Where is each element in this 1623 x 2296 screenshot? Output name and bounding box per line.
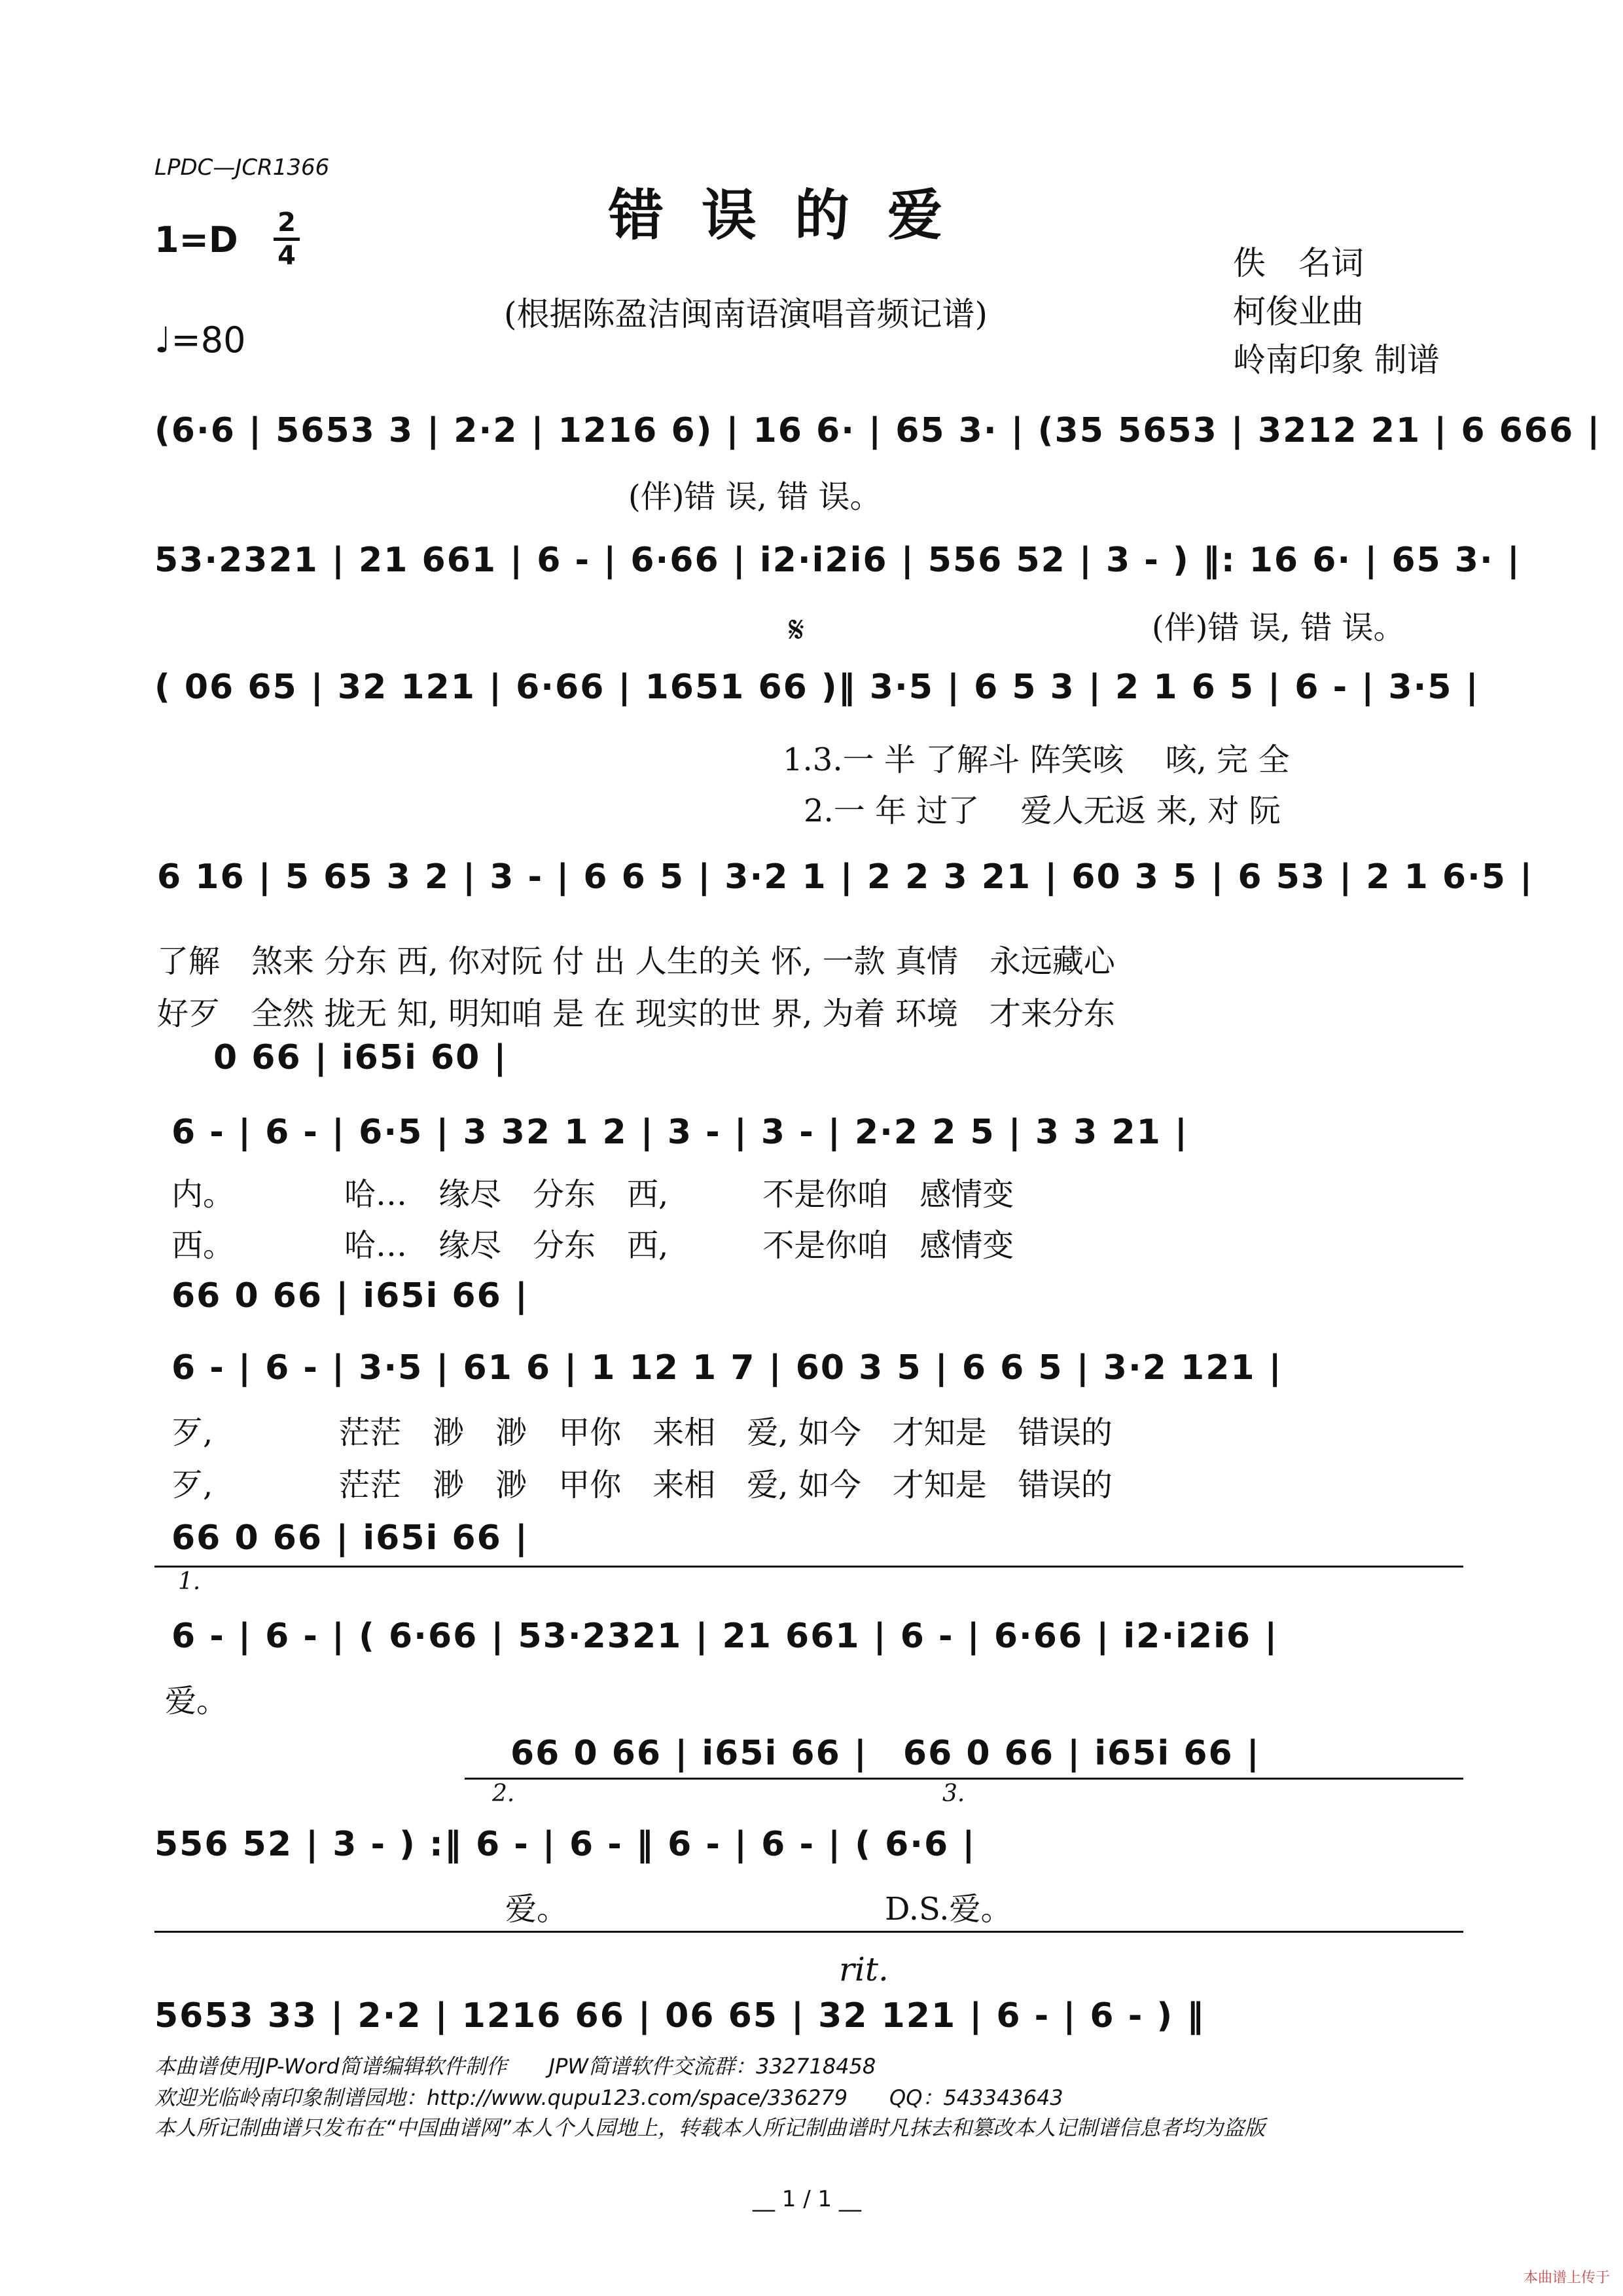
system-6-upper-notes: 66 0 66 | i65i 66 | (171, 1276, 529, 1316)
system-3-notes: ( 06 65 | 32 121 | 6·66 | 1651 66 )‖ 3·5 | 6 5 3 | 2 1 6 5 | 6 - | 3·5 | (154, 668, 1480, 707)
system-4-notes: 6 16 | 5 65 3 2 | 3 - | 6 6 5 | 3·2 1 | 2 2 3 21 | 60 3 5 | 6 53 | 2 1 6·5 | (157, 857, 1534, 897)
system-5-lyric-2: 西。 哈… 缘尽 分东 西, 不是你咱 感情变 (171, 1227, 1014, 1264)
song-subtitle: (根据陈盈洁闽南语演唱音频记谱) (504, 295, 988, 333)
volta-3-label: 3. (942, 1780, 965, 1807)
system-5-notes: 6 - | 6 - | 6·5 | 3 32 1 2 | 3 - | 3 - | 2·2 2 5 | 3 3 21 | (171, 1113, 1188, 1152)
footer-line-3: 本人所记制曲谱只发布在“中国曲谱网”本人个人园地上，转载本人所记制曲谱时凡抹去和篡改本人记制谱信息者均为盗版 (154, 2115, 1266, 2140)
system-1-notes: (6·6 | 5653 3 | 2·2 | 1216 6) | 16 6· | 65 3· | (35 5653 | 3212 21 | 6 666 | (154, 411, 1601, 450)
time-signature (274, 209, 300, 269)
volta-1-label: 1. (178, 1568, 201, 1595)
system-7-upper-notes: 66 0 66 | i65i 66 | (171, 1518, 529, 1558)
system-1-lyric-1: (伴)错 误, 错 误。 (628, 478, 882, 515)
system-4-lyric-2: 好歹 全然 拢无 知, 明知咱 是 在 现实的世 界, 为着 环境 才来分东 (157, 996, 1115, 1032)
system-3-lyric-1: 1.3.一 半 了解斗 阵笑咳 咳, 完 全 (783, 742, 1290, 778)
volta-2-3-line (465, 1778, 1463, 1780)
key-signature: 1=D (154, 219, 238, 260)
system-8-notes: 556 52 | 3 - ) :‖ 6 - | 6 - ‖ 6 - | 6 - | ( 6·6 | (154, 1825, 976, 1864)
system-8-upper-notes: 66 0 66 | i65i 66 | 66 0 66 | i65i 66 | (510, 1734, 1260, 1773)
system-4-lyric-1: 了解 煞来 分东 西, 你对阮 付 出 人生的关 怀, 一款 真情 永远藏心 (157, 943, 1115, 980)
system-8-lyric-2: D.S.爱。 (885, 1891, 1012, 1928)
system-9-notes: 5653 33 | 2·2 | 1216 66 | 06 65 | 32 121 | 6 - | 6 - ) ‖ (154, 1996, 1205, 2036)
rit-mark: rit. (839, 1950, 889, 1988)
system-8-lyric-1: 爱。 (505, 1891, 569, 1928)
volta-2-label: 2. (492, 1780, 515, 1807)
system-2-lyric-1: (伴)错 误, 错 误。 (1152, 609, 1405, 646)
system-5-lyric-1: 内。 哈… 缘尽 分东 西, 不是你咱 感情变 (171, 1176, 1014, 1213)
credit-lyricist: 佚 名词 (1233, 244, 1364, 282)
system-3-lyric-2: 2.一 年 过了 爱人无返 来, 对 阮 (804, 793, 1281, 829)
song-title: 错误的爱 (609, 183, 981, 247)
time-bottom: 4 (277, 241, 296, 271)
watermark: 本曲谱上传于 (1523, 2270, 1610, 2286)
system-7-notes: 6 - | 6 - | ( 6·66 | 53·2321 | 21 661 | 6 - | 6·66 | i2·i2i6 | (171, 1617, 1279, 1656)
system-6-lyric-2: 歹, 茫茫 渺 渺 甲你 来相 爱, 如今 才知是 错误的 (171, 1467, 1113, 1503)
system-5-upper-notes: 0 66 | i65i 60 | (213, 1038, 508, 1077)
page-number: __ 1 / 1 __ (753, 2186, 861, 2212)
system-6-lyric-1: 歹, 茫茫 渺 渺 甲你 来相 爱, 如今 才知是 错误的 (171, 1414, 1113, 1451)
tempo-mark: ♩=80 (154, 319, 246, 361)
volta-1-line (154, 1566, 1463, 1568)
credit-arranger: 岭南印象 制谱 (1233, 341, 1440, 379)
rit-line (154, 1931, 1463, 1933)
time-top: 2 (277, 207, 296, 238)
credit-composer: 柯俊业曲 (1233, 293, 1364, 331)
system-7-lyric-1: 爱。 (165, 1683, 228, 1719)
footer-line-2: 欢迎光临岭南印象制谱园地：http://www.qupu123.com/space/336279 QQ：543343643 (154, 2085, 1063, 2110)
system-6-notes: 6 - | 6 - | 3·5 | 61 6 | 1 12 1 7 | 60 3 5 | 6 6 5 | 3·2 121 | (171, 1348, 1283, 1388)
system-2-notes: 53·2321 | 21 661 | 6 - | 6·66 | i2·i2i6 | 556 52 | 3 - ) ‖: 16 6· | 65 3· | (154, 541, 1521, 580)
segno-sign: 𝄋 (789, 609, 805, 651)
score-code: LPDC—JCR1366 (154, 154, 330, 181)
footer-line-1: 本曲谱使用JP-Word简谱编辑软件制作 JPW简谱软件交流群：332718458 (154, 2054, 876, 2079)
